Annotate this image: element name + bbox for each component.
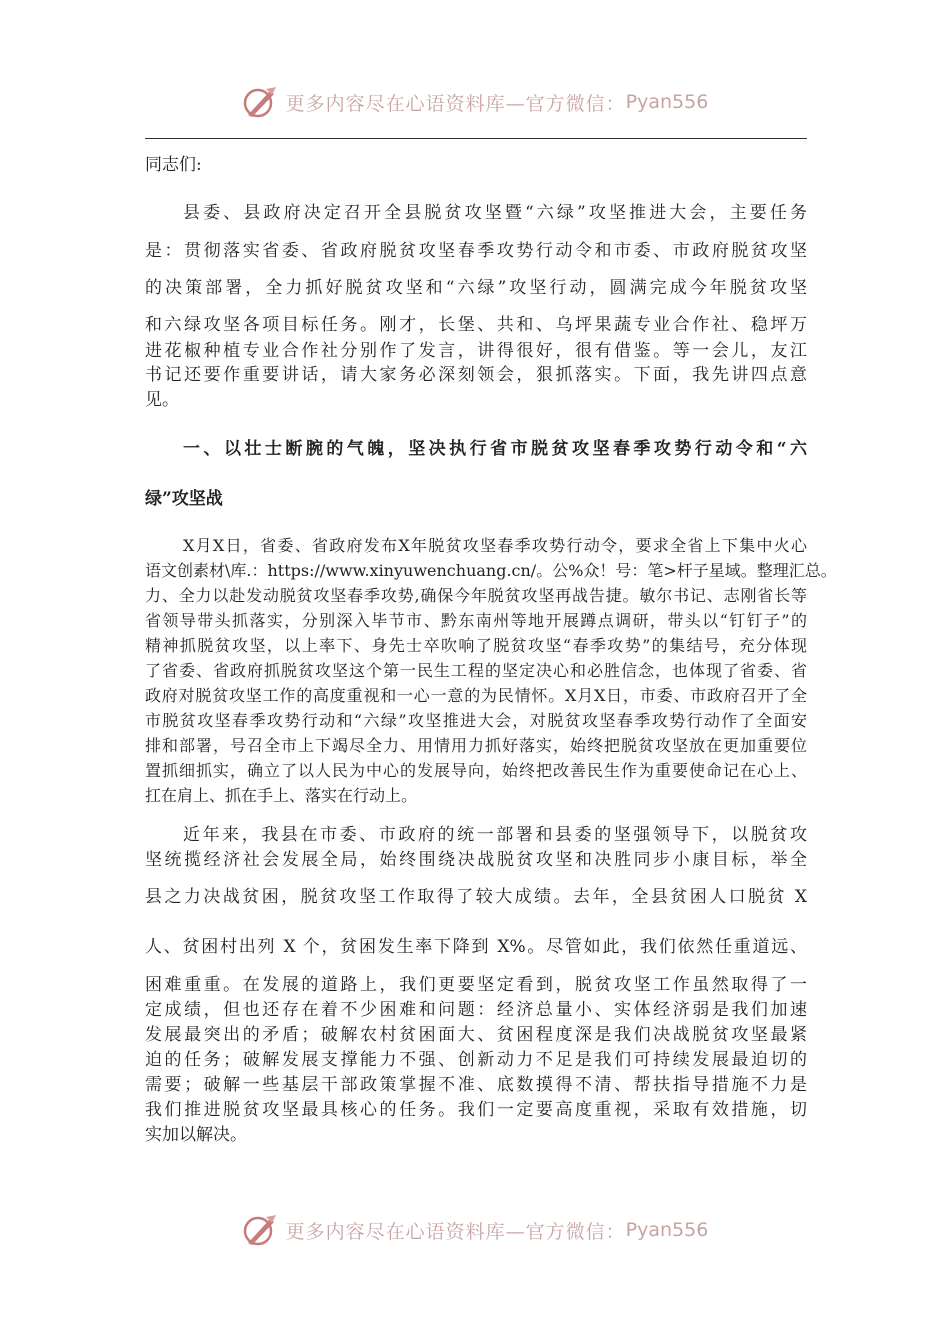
paragraph-line: 了省委、省政府抓脱贫攻坚这个第一民生工程的坚定决心和必胜信念，也体现了省委、省 [145, 661, 807, 680]
paragraph-line: 书记还要作重要讲话，请大家务必深刻领会，狠抓落实。下面，我先讲四点意 [145, 365, 807, 385]
paragraph-line: X月X日，省委、省政府发布X年脱贫攻坚春季攻势行动令，要求全省上下集中火心 [183, 536, 807, 555]
paragraph-line: 市脱贫攻坚春季攻势行动和“六绿”攻坚推进大会，对脱贫攻坚春季攻势行动作了全面安 [145, 711, 807, 730]
watermark-wechat-id: Pyan556 [625, 91, 709, 113]
paragraph-line: 发展最突出的矛盾；破解农村贫困面大、贫困程度深是我们决战脱贫攻坚最紧 [145, 1025, 807, 1045]
paragraph-line: 困难重重。在发展的道路上，我们更要坚定看到，脱贫攻坚工作虽然取得了一 [145, 975, 807, 995]
paragraph-line: 坚统揽经济社会发展全局，始终围绕决战脱贫攻坚和决胜同步小康目标，举全 [145, 850, 807, 870]
paragraph-line: 是：贯彻落实省委、省政府脱贫攻坚春季攻势行动令和市委、市政府脱贫攻坚 [145, 241, 807, 261]
paragraph-line: 县委、县政府决定召开全县脱贫攻坚暨“六绿”攻坚推进大会，主要任务 [183, 203, 807, 223]
top-watermark-banner [0, 80, 950, 124]
paragraph-line: 置抓细抓实，确立了以人民为中心的发展导向，始终把改善民生作为重要使命记在心上、 [145, 761, 807, 780]
header-rule [145, 138, 807, 139]
paragraph-line: 政府对脱贫攻坚工作的高度重视和一心一意的为民情怀。X月X日，市委、市政府召开了全 [145, 686, 807, 705]
paragraph-line: 的决策部署，全力抓好脱贫攻坚和“六绿”攻坚行动，圆满完成今年脱贫攻坚 [145, 278, 807, 298]
salutation: 同志们: [145, 155, 202, 175]
paragraph-line: 实加以解决。 [145, 1125, 247, 1145]
paragraph-line: 近年来，我县在市委、市政府的统一部署和县委的坚强领导下，以脱贫攻 [183, 825, 807, 845]
pen-logo-icon [242, 1213, 280, 1247]
paragraph-line: 扛在肩上、抓在手上、落实在行动上。 [145, 786, 418, 805]
section-heading: 一、以壮士断腕的气魄，坚决执行省市脱贫攻坚春季攻势行动令和“六 [183, 439, 807, 459]
section-heading: 绿”攻坚战 [145, 489, 223, 509]
paragraph-line: 进花椒种植专业合作社分别作了发言，讲得很好，很有借鉴。等一会儿，友江 [145, 341, 807, 361]
paragraph-line: 县之力决战贫困，脱贫攻坚工作取得了较大成绩。去年，全县贫困人口脱贫 X [145, 887, 807, 907]
watermark-site-text: 更多内容尽在心语资料库—官方微信： [285, 92, 626, 115]
watermark-wechat-id: Pyan556 [625, 1219, 709, 1241]
paragraph-line: 人、贫困村出列 X 个，贫困发生率下降到 X%。尽管如此，我们依然任重道远、 [145, 937, 807, 957]
paragraph-line: 需要；破解一些基层干部政策掌握不准、底数摸得不清、帮扶指导措施不力是 [145, 1075, 807, 1095]
paragraph-line: 我们推进脱贫攻坚最具核心的任务。我们一定要高度重视，采取有效措施，切 [145, 1100, 807, 1120]
paragraph-line: 见。 [145, 390, 179, 410]
pen-logo-icon [242, 85, 280, 119]
bottom-watermark-banner [0, 1208, 950, 1252]
paragraph-line: 语文创素材\库.：https://www.xinyuwenchuang.cn/。公%众！号：笔>杆子星域。整理汇总。 [145, 561, 837, 580]
paragraph-line: 力、全力以赴发动脱贫攻坚春季攻势,确保今年脱贫攻坚再战告捷。敏尔书记、志刚省长等 [145, 586, 807, 605]
paragraph-line: 迫的任务；破解发展支撑能力不强、创新动力不足是我们可持续发展最迫切的 [145, 1050, 807, 1070]
paragraph-line: 定成绩，但也还存在着不少困难和问题：经济总量小、实体经济弱是我们加速 [145, 1000, 807, 1020]
paragraph-line: 精神抓脱贫攻坚，以上率下、身先士卒吹响了脱贫攻坚“春季攻势”的集结号，充分体现 [145, 636, 807, 655]
paragraph-line: 省领导带头抓落实，分别深入毕节市、黔东南州等地开展蹲点调研，带头以“钉钉子”的 [145, 611, 807, 630]
watermark-site-text: 更多内容尽在心语资料库—官方微信： [285, 1220, 626, 1243]
paragraph-line: 和六绿攻坚各项目标任务。刚才，长堡、共和、乌坪果蔬专业合作社、稳坪万 [145, 315, 807, 335]
paragraph-line: 排和部署，号召全市上下竭尽全力、用情用力抓好落实，始终把脱贫攻坚放在更加重要位 [145, 736, 807, 755]
